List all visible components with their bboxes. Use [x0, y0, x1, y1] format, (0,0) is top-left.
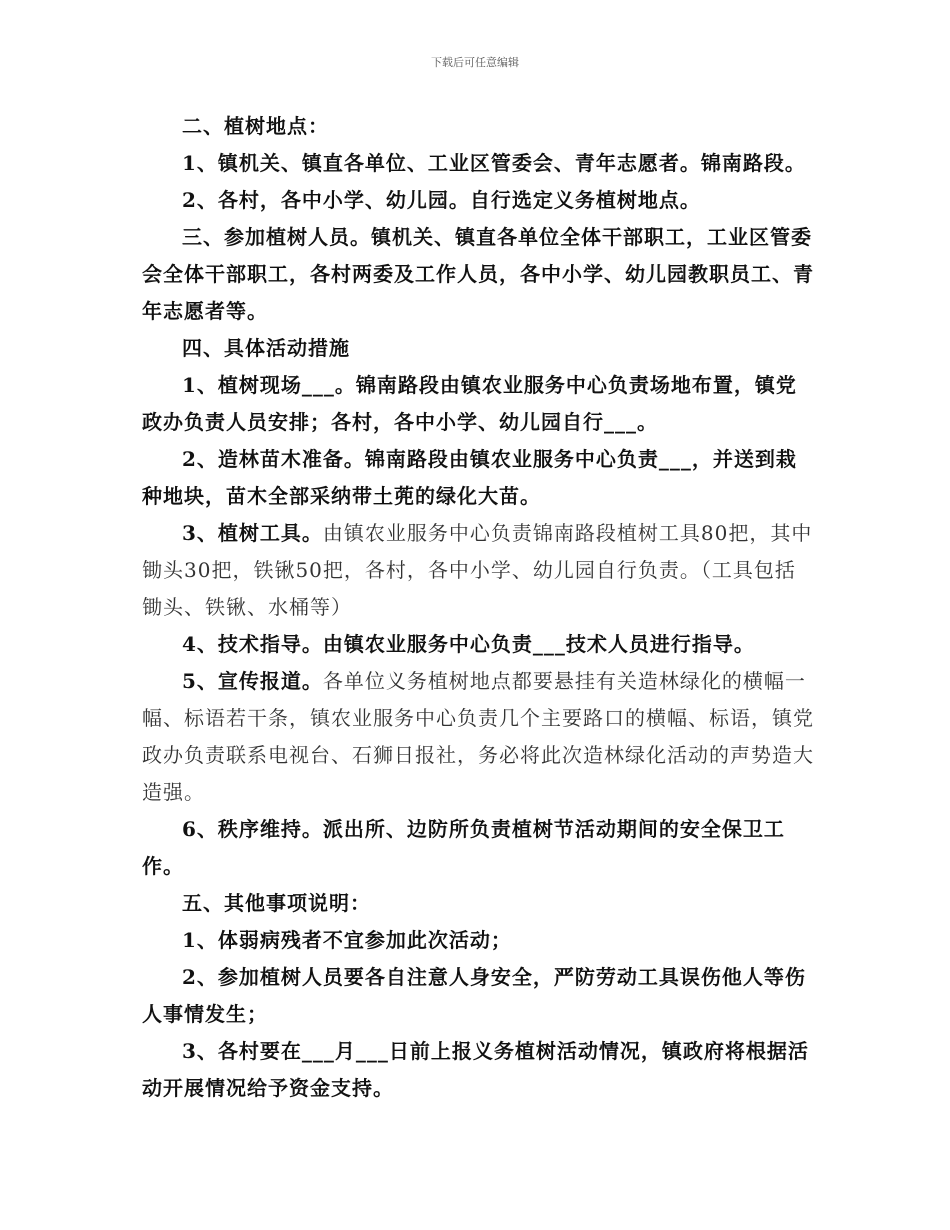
location-item-1: 1、镇机关、镇直各单位、工业区管委会、青年志愿者。锦南路段。: [182, 151, 806, 175]
section-heading-location: 二、植树地点：: [182, 114, 329, 138]
other-item-1: 1、体弱病残者不宜参加此次活动；: [182, 928, 512, 952]
other-item-3: 3、各村要在___月___日前上报义务植树活动情况，镇政府将根据活动开展情况给予资金支持。: [142, 1039, 809, 1100]
measure-item-5: [142, 663, 814, 811]
participants-paragraph: 三、参加植树人员。镇机关、镇直各单位全体干部职工，工业区管委会全体干部职工，各村两委及工作人员，各中小学、幼儿园教职员工、青年志愿者等。: [142, 225, 814, 323]
section-heading-measures: 四、具体活动措施: [182, 336, 350, 360]
measure-item-5-lead: 5、宣传报道。: [182, 669, 323, 693]
other-item-2: 2、参加植树人员要各自注意人身安全，严防劳动工具误伤他人等伤人事情发生；: [142, 965, 806, 1026]
measure-item-3-body: 由镇农业服务中心负责锦南路段植树工具80把，其中锄头30把，铁锹50把，各村，各中小学、幼儿园自行负责。（工具包括锄头、铁锹、水桶等）: [142, 521, 813, 619]
document-body: [142, 108, 814, 1107]
location-item-2: 2、各村，各中小学、幼儿园。自行选定义务植树地点。: [182, 188, 701, 212]
measure-item-5-body: 各单位义务植树地点都要悬挂有关造林绿化的横幅一幅、标语若干条，镇农业服务中心负责几个主要路口的横幅、标语，镇党政办负责联系电视台、石狮日报社，务必将此次造林绿化活动的声势造大造强。: [142, 669, 814, 804]
measure-item-6: 6、秩序维持。派出所、边防所负责植树节活动期间的安全保卫工作。: [142, 817, 785, 878]
section-heading-other: 五、其他事项说明：: [182, 891, 371, 915]
measure-item-2: 2、造林苗木准备。锦南路段由镇农业服务中心负责___，并送到栽种地块，苗木全部采纳带土蔸的绿化大苗。: [142, 447, 797, 508]
measure-item-3: [142, 515, 814, 626]
measure-item-4: 4、技术指导。由镇农业服务中心负责___技术人员进行指导。: [182, 632, 755, 656]
measure-item-3-lead: 3、植树工具。: [182, 521, 323, 545]
page-header-note: 下载后可任意编辑: [431, 56, 519, 69]
measure-item-1: 1、植树现场___。锦南路段由镇农业服务中心负责场地布置，镇党政办负责人员安排；各村，各中小学、幼儿园自行___。: [142, 373, 797, 434]
